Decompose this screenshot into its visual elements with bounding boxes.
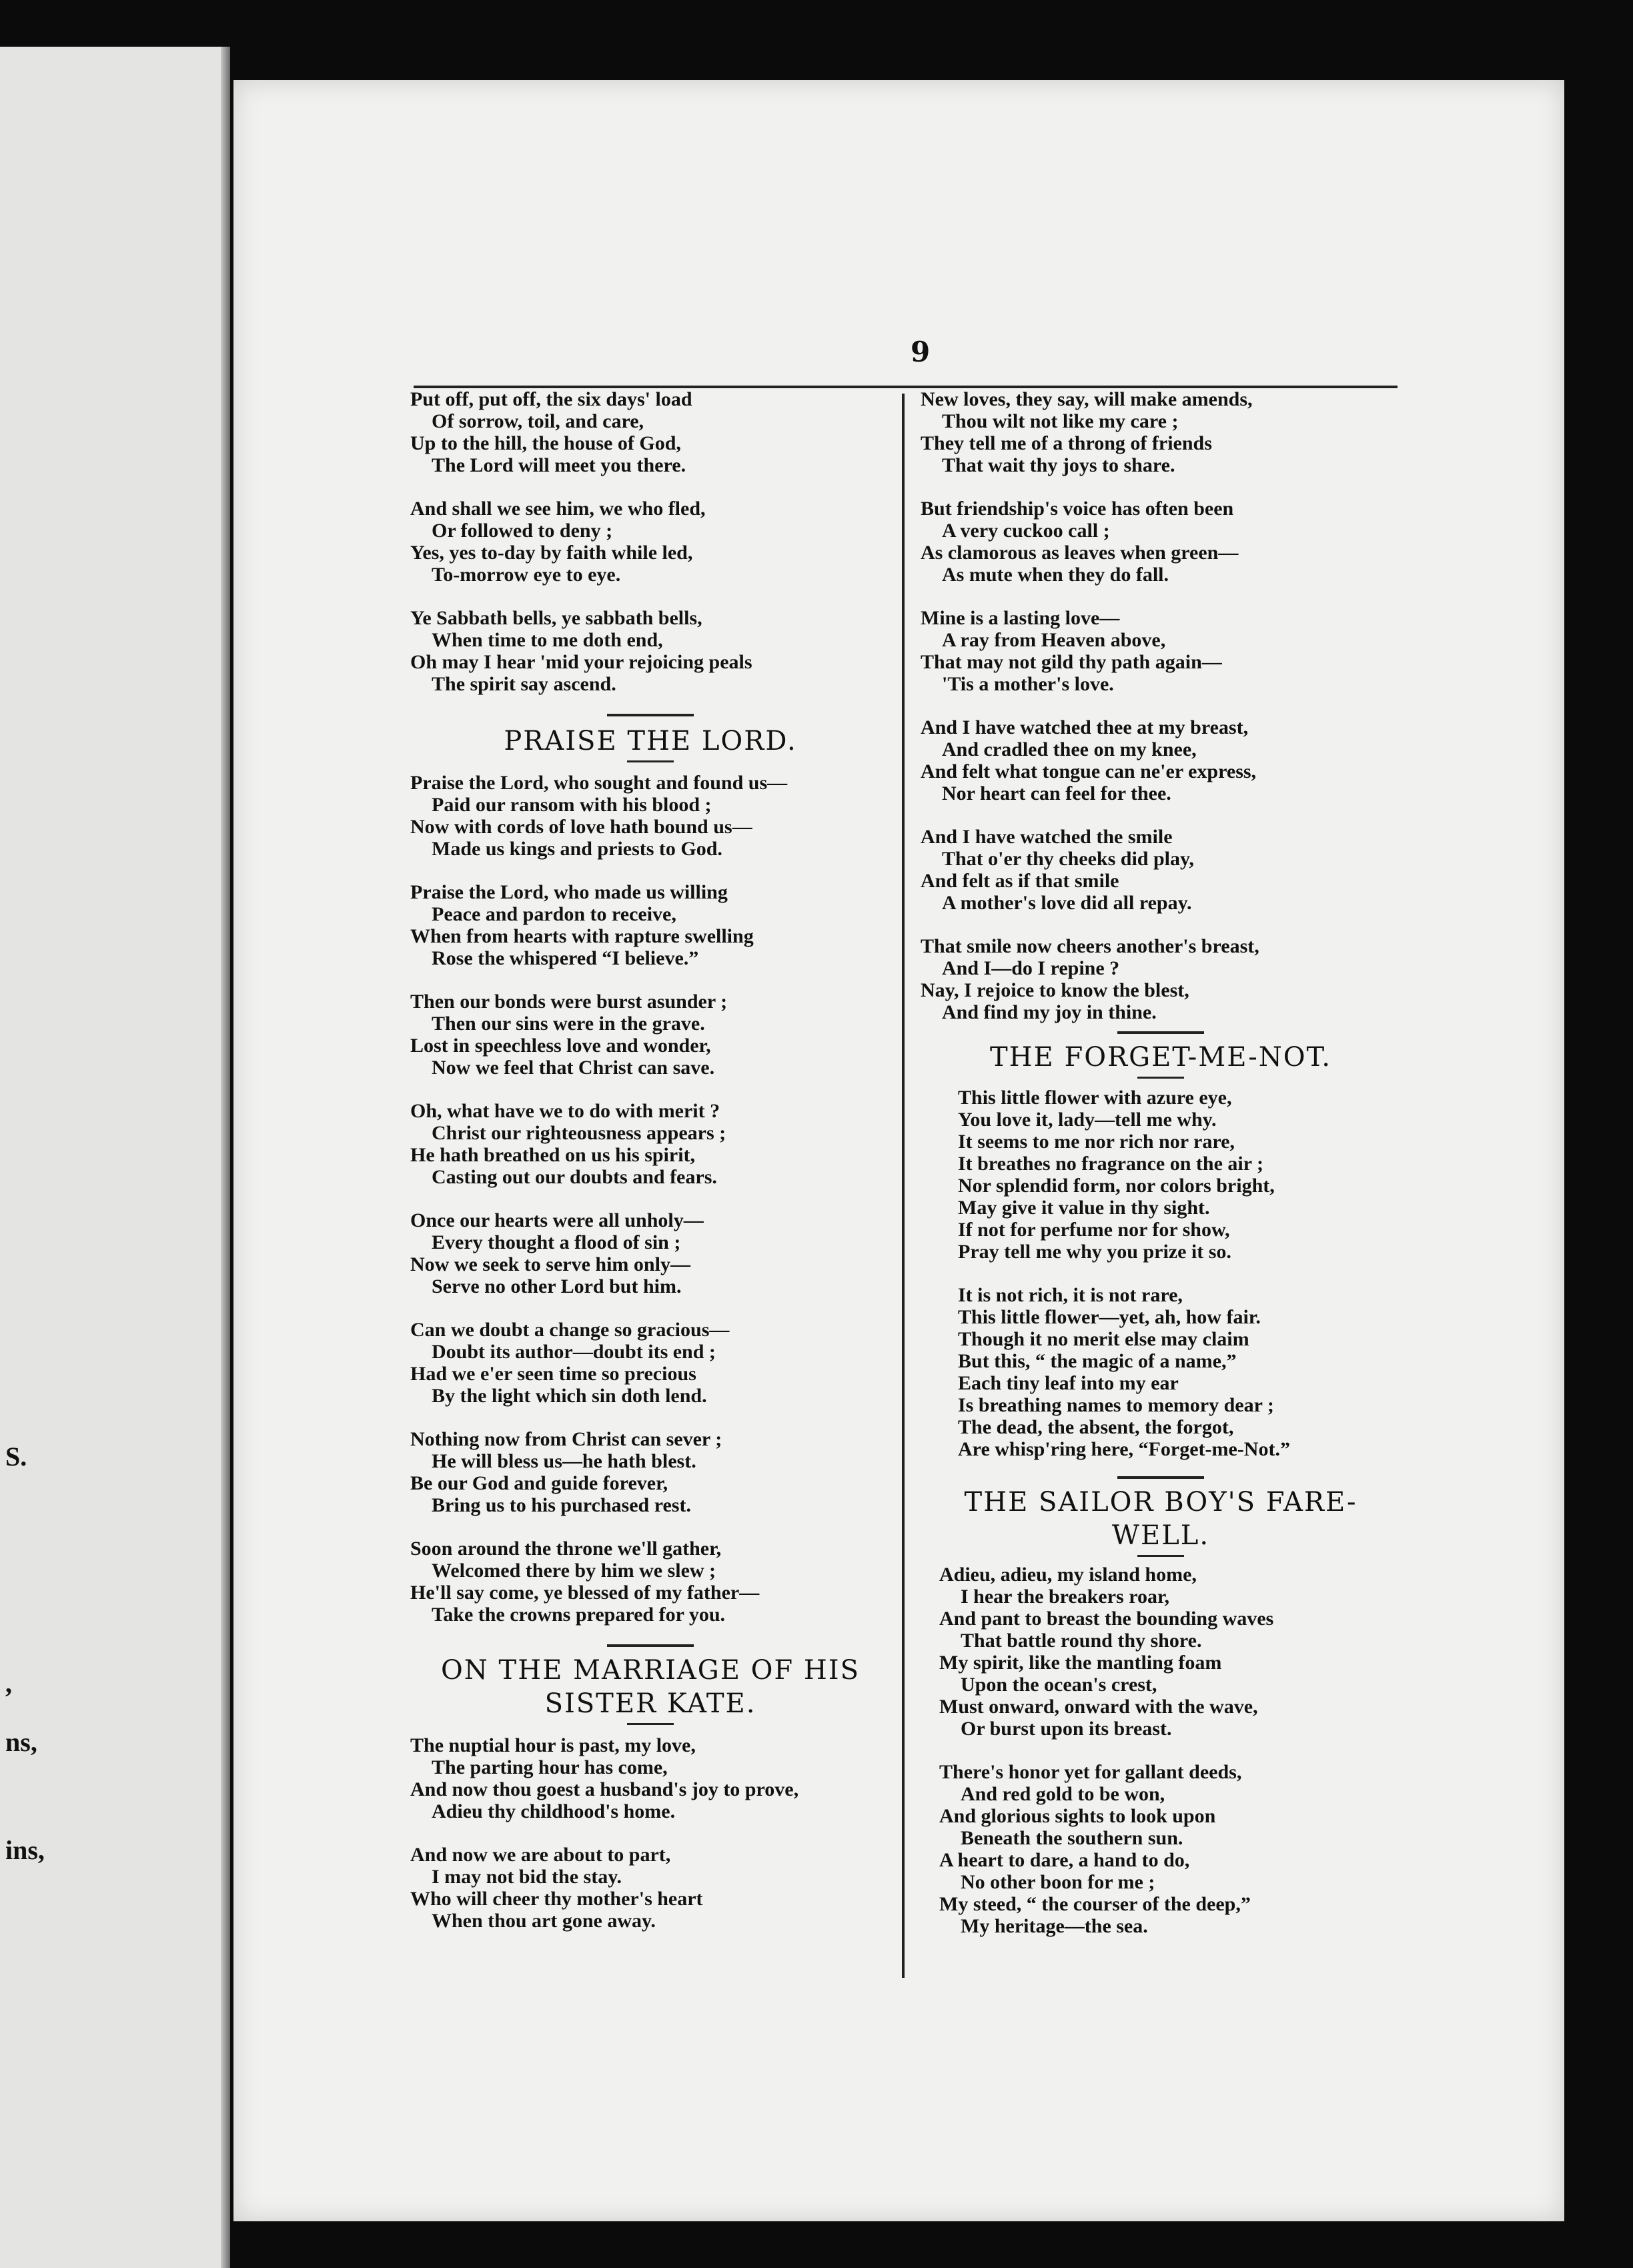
verse-line: Pray tell me why you prize it so. bbox=[958, 1241, 1231, 1263]
column-divider bbox=[902, 394, 905, 1978]
poem-title: THE SAILOR BOY'S FARE- bbox=[964, 1487, 1357, 1518]
verse-line: Must onward, onward with the wave, bbox=[939, 1696, 1258, 1718]
verse-line: Paid our ransom with his blood ; bbox=[432, 794, 712, 816]
verse-line: The parting hour has come, bbox=[432, 1756, 668, 1778]
verse-line: 'Tis a mother's love. bbox=[942, 673, 1114, 695]
verse-line: When from hearts with rapture swelling bbox=[410, 925, 754, 947]
verse-line: And cradled thee on my knee, bbox=[942, 738, 1197, 760]
verse-line: The nuptial hour is past, my love, bbox=[410, 1734, 696, 1756]
verse-line: The dead, the absent, the forgot, bbox=[958, 1416, 1234, 1438]
verse-line: As mute when they do fall. bbox=[942, 564, 1169, 586]
verse-line: May give it value in thy sight. bbox=[958, 1197, 1210, 1219]
verse-line: Put off, put off, the six days' load bbox=[410, 388, 692, 410]
verse-line: And pant to breast the bounding waves bbox=[939, 1608, 1274, 1630]
verse-line: Rose the whispered “I believe.” bbox=[432, 947, 699, 969]
verse-line: Be our God and guide forever, bbox=[410, 1472, 668, 1494]
page-gutter bbox=[221, 47, 230, 2268]
verse-line: The Lord will meet you there. bbox=[432, 454, 686, 476]
verse-line: Who will cheer thy mother's heart bbox=[410, 1888, 703, 1910]
verse-line: Made us kings and priests to God. bbox=[432, 838, 722, 860]
verse-line: Mine is a lasting love— bbox=[921, 607, 1120, 629]
poem-title: THE FORGET-ME-NOT. bbox=[989, 1042, 1332, 1073]
verse-line: To-morrow eye to eye. bbox=[432, 564, 621, 586]
verse-line: It breathes no fragrance on the air ; bbox=[958, 1153, 1263, 1175]
poem-title: PRAISE THE LORD. bbox=[504, 726, 797, 756]
verse-line: It is not rich, it is not rare, bbox=[958, 1284, 1183, 1306]
verse-line: My spirit, like the mantling foam bbox=[939, 1652, 1222, 1674]
poem-mothers-love bbox=[921, 388, 1401, 1023]
verse-line: Are whisp'ring here, “Forget-me-Not.” bbox=[958, 1438, 1290, 1460]
verse-line: Casting out our doubts and fears. bbox=[432, 1166, 717, 1188]
verse-line: You love it, lady—tell me why. bbox=[958, 1109, 1217, 1131]
verse-line: He'll say come, ye blessed of my father— bbox=[410, 1582, 760, 1604]
verse-line: That o'er thy cheeks did play, bbox=[942, 848, 1194, 870]
verse-line: And red gold to be won, bbox=[961, 1783, 1165, 1805]
verse-line: Or burst upon its breast. bbox=[961, 1718, 1172, 1740]
right-column bbox=[921, 388, 1401, 1937]
verse-line: And now we are about to part, bbox=[410, 1844, 671, 1866]
verse-line: Now with cords of love hath bound us— bbox=[410, 816, 752, 838]
verse-line: Christ our righteousness appears ; bbox=[432, 1122, 726, 1144]
verse-line: But friendship's voice has often been bbox=[921, 498, 1234, 520]
verse-line: Nothing now from Christ can sever ; bbox=[410, 1428, 722, 1450]
verse-line: Beneath the southern sun. bbox=[961, 1827, 1183, 1849]
verse-line: Nay, I rejoice to know the blest, bbox=[921, 979, 1189, 1001]
verse-line: If not for perfume nor for show, bbox=[958, 1219, 1230, 1241]
verse-line: Oh, what have we to do with merit ? bbox=[410, 1100, 720, 1122]
verse-line: And now thou goest a husband's joy to prove, bbox=[410, 1778, 799, 1800]
verse-line: Then our sins were in the grave. bbox=[432, 1013, 705, 1035]
verse-line: As clamorous as leaves when green— bbox=[921, 542, 1239, 564]
poem-title: SISTER KATE. bbox=[544, 1688, 756, 1719]
verse-line: My steed, “ the courser of the deep,” bbox=[939, 1893, 1251, 1915]
verse-line: Every thought a flood of sin ; bbox=[432, 1231, 681, 1253]
verse-line: I may not bid the stay. bbox=[432, 1866, 622, 1888]
verse-line: Adieu thy childhood's home. bbox=[432, 1800, 676, 1822]
verse-line: And felt what tongue can ne'er express, bbox=[921, 760, 1257, 782]
verse-line: And glorious sights to look upon bbox=[939, 1805, 1216, 1827]
left-page-fragment: ns, bbox=[5, 1727, 37, 1757]
verse-line: Praise the Lord, who made us willing bbox=[410, 881, 728, 903]
verse-line: Ye Sabbath bells, ye sabbath bells, bbox=[410, 607, 702, 629]
verse-line: This little flower with azure eye, bbox=[958, 1087, 1232, 1109]
verse-line: Had we e'er seen time so precious bbox=[410, 1363, 696, 1385]
verse-line: Up to the hill, the house of God, bbox=[410, 432, 681, 454]
verse-line: And find my joy in thine. bbox=[942, 1001, 1157, 1023]
page-number: 9 bbox=[911, 336, 931, 368]
verse-line: Then our bonds were burst asunder ; bbox=[410, 991, 728, 1013]
verse-line: And I have watched the smile bbox=[921, 826, 1173, 848]
verse-line: Once our hearts were all unholy— bbox=[410, 1209, 704, 1231]
verse-line: Praise the Lord, who sought and found us— bbox=[410, 772, 788, 794]
verse-line: Soon around the throne we'll gather, bbox=[410, 1538, 722, 1560]
left-column bbox=[410, 388, 891, 1932]
verse-line: New loves, they say, will make amends, bbox=[921, 388, 1253, 410]
verse-line: And felt as if that smile bbox=[921, 870, 1119, 892]
poem-title: WELL. bbox=[1111, 1520, 1210, 1551]
verse-line: Can we doubt a change so gracious— bbox=[410, 1319, 730, 1341]
verse-line: That wait thy joys to share. bbox=[942, 454, 1175, 476]
verse-line: Each tiny leaf into my ear bbox=[958, 1372, 1179, 1394]
verse-line: A ray from Heaven above, bbox=[942, 629, 1166, 651]
verse-line: Or followed to deny ; bbox=[432, 520, 613, 542]
verse-line: He will bless us—he hath blest. bbox=[432, 1450, 696, 1472]
verse-line: He hath breathed on us his spirit, bbox=[410, 1144, 696, 1166]
verse-line: Bring us to his purchased rest. bbox=[432, 1494, 691, 1516]
verse-line: Nor splendid form, nor colors bright, bbox=[958, 1175, 1275, 1197]
left-page-fragment: ins, bbox=[5, 1835, 45, 1865]
verse-line: And I—do I repine ? bbox=[942, 957, 1120, 979]
verse-line: Peace and pardon to receive, bbox=[432, 903, 676, 925]
verse-line: That smile now cheers another's breast, bbox=[921, 935, 1259, 957]
verse-line: They tell me of a throng of friends bbox=[921, 432, 1212, 454]
verse-line: Adieu, adieu, my island home, bbox=[939, 1564, 1197, 1586]
verse-line: My heritage—the sea. bbox=[961, 1915, 1148, 1937]
verse-line: A heart to dare, a hand to do, bbox=[939, 1849, 1190, 1871]
verse-line: Now we feel that Christ can save. bbox=[432, 1057, 715, 1079]
verse-line: A very cuckoo call ; bbox=[942, 520, 1110, 542]
verse-line: The spirit say ascend. bbox=[432, 673, 616, 695]
verse-line: And I have watched thee at my breast, bbox=[921, 716, 1249, 738]
poem-marriage-sister-kate bbox=[410, 1654, 891, 1932]
poem-title: ON THE MARRIAGE OF HIS bbox=[441, 1655, 860, 1686]
poem-praise-the-lord bbox=[410, 724, 891, 1626]
verse-line: Yes, yes to-day by faith while led, bbox=[410, 542, 693, 564]
verse-line: Is breathing names to memory dear ; bbox=[958, 1394, 1274, 1416]
verse-line: When time to me doth end, bbox=[432, 629, 663, 651]
verse-line: When thou art gone away. bbox=[432, 1910, 656, 1932]
poem-forget-me-not bbox=[921, 1041, 1401, 1460]
verse-line: Upon the ocean's crest, bbox=[961, 1674, 1157, 1696]
verse-line: Nor heart can feel for thee. bbox=[942, 782, 1171, 804]
left-page-fragment: S. bbox=[5, 1442, 27, 1472]
verse-line: Of sorrow, toil, and care, bbox=[432, 410, 644, 432]
verse-line: Serve no other Lord but him. bbox=[432, 1275, 682, 1297]
poem-sailor-boys-farewell bbox=[921, 1486, 1401, 1937]
verse-line: Thou wilt not like my care ; bbox=[942, 410, 1179, 432]
verse-line: But this, “ the magic of a name,” bbox=[958, 1350, 1237, 1372]
verse-line: And shall we see him, we who fled, bbox=[410, 498, 706, 520]
verse-line: Welcomed there by him we slew ; bbox=[432, 1560, 716, 1582]
verse-line: Now we seek to serve him only— bbox=[410, 1253, 690, 1275]
verse-line: A mother's love did all repay. bbox=[942, 892, 1192, 914]
verse-line: Lost in speechless love and wonder, bbox=[410, 1035, 711, 1057]
verse-line: No other boon for me ; bbox=[961, 1871, 1155, 1893]
verse-line: There's honor yet for gallant deeds, bbox=[939, 1761, 1242, 1783]
poem-sabbath-bells bbox=[410, 388, 891, 695]
verse-line: Oh may I hear 'mid your rejoicing peals bbox=[410, 651, 752, 673]
verse-line: Though it no merit else may claim bbox=[958, 1328, 1249, 1350]
left-page-fragment: , bbox=[5, 1668, 12, 1698]
verse-line: I hear the breakers roar, bbox=[961, 1586, 1170, 1608]
verse-line: This little flower—yet, ah, how fair. bbox=[958, 1306, 1261, 1328]
verse-line: Take the crowns prepared for you. bbox=[432, 1604, 726, 1626]
verse-line: Doubt its author—doubt its end ; bbox=[432, 1341, 716, 1363]
verse-line: By the light which sin doth lend. bbox=[432, 1385, 707, 1407]
left-facing-page bbox=[0, 47, 230, 2268]
verse-line: That battle round thy shore. bbox=[961, 1630, 1202, 1652]
verse-line: That may not gild thy path again— bbox=[921, 651, 1222, 673]
verse-line: It seems to me nor rich nor rare, bbox=[958, 1131, 1235, 1153]
